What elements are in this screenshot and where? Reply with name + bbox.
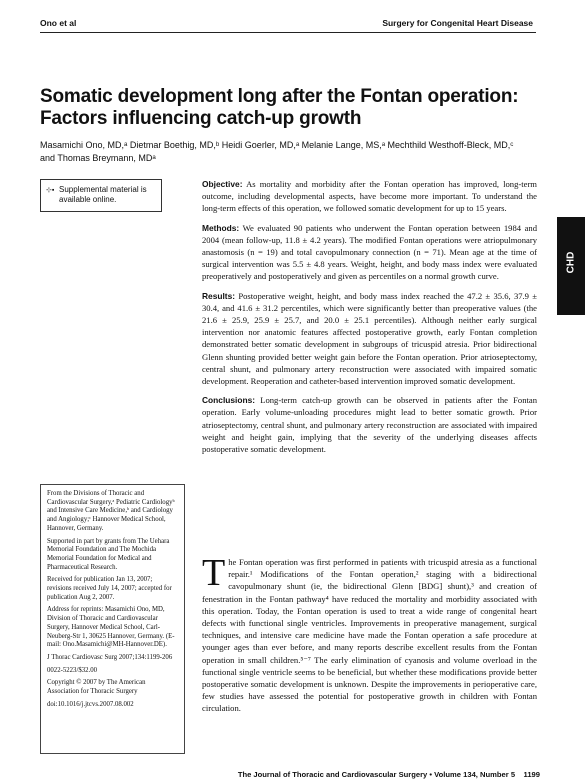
supplemental-text: Supplemental material is available online.: [59, 185, 147, 204]
title-line-2: Factors influencing catch-up growth: [40, 108, 362, 129]
supplemental-material-box[interactable]: [40, 179, 162, 212]
methods-text: We evaluated 90 patients who underwent the Fontan operation between 1984 and 2004 (mean follow-up, 11.8 ± 4.2 years). The modified Fontan operations were atriopulmonary anastomosis (n = 19) and total cavopulmonary connection (n = 71). Mean age at the time of surgical intervention was 5.5 ± 4.8 years. Weight, height, and body mass index were evaluated preoperatively and postoperatively and given as percentiles on a normal growth curve.: [202, 222, 537, 282]
funding-note: Supported in part by grants from The Uehara Memorial Foundation and The Mochida Memorial Foundation for Medical and Pharmaceutical Research.: [47, 537, 170, 571]
author-list: [40, 139, 540, 164]
body-text: [202, 552, 537, 715]
title-line-1: Somatic development long after the Fontan operation:: [40, 86, 519, 107]
web-supplement-icon: ⊹▪: [46, 187, 55, 194]
section-tab-label: CHD: [565, 251, 577, 274]
page-number: 1199: [523, 770, 540, 779]
drop-cap: T: [202, 552, 226, 594]
objective-label: Objective:: [202, 179, 243, 189]
conclusions-text: Long-term catch-up growth can be observed in patients after the Fontan operation. Early volume-unloading procedures might lead to better somatic growth. Prior atrioseptectomy, central shunt, and pulmonary artery reconstruction are associated with impaired weight and height gain, implying that the severity of the underlying diseases affects postoperative somatic development.: [202, 395, 537, 455]
abstract-results: [202, 290, 537, 388]
abstract-methods: [202, 222, 537, 283]
section-tab: [557, 217, 585, 315]
authors-line-1: Masamichi Ono, MD,ᵃ Dietmar Boethig, MD,ᵇ Heidi Goerler, MD,ᵃ Melanie Lange, MS,ᵃ Mechthild Westhoff-Bleck, MD,ᶜ: [40, 140, 514, 150]
methods-label: Methods:: [202, 222, 240, 233]
received-dates: Received for publication Jan 13, 2007; revisions received July 14, 2007; accepted for publication Aug 2, 2007.: [47, 576, 172, 601]
reprint-address: Address for reprints: Masamichi Ono, MD, Division of Thoracic and Cardiovascular Surgery, Hannover Medical School, Carl-Neuberg-Str 1, 30625 Hannover, Germany. (E-mail: Ono.Masamichi@MH-Hannover.DE).: [47, 606, 175, 649]
intro-paragraph: he Fontan operation was first performed in patients with tricuspid atresia as a functional repair.¹ Modifications of the Fontan operation,² staging with a bidirectional cavopulmonary shunt (ie, the bidirectional Glenn [BDG] shunt),³ and creation of fenestration in the Fontan pathway⁴ have reduced the mortality and morbidity associated with this operation. Today, the Fontan operation is used to treat a wide range of congenital heart defects with functional single ventricles. Improvements in preoperative management, surgical techniques, and intensive care medicine have made the Fontan operation a safe procedure at younger ages than ever before, and many reports describe excellent results from the Fontan operation in small children.⁵⁻⁷ The early elimination of cyanosis and volume overload in the functional single ventricle seems to be beneficial, but whether these modifications provide better postoperative somatic development is unknown. Despite the improvements in perioperative care, few studies have assessed the potential for postoperative growth in children with Fontan circulation.: [202, 557, 537, 714]
abstract: [202, 178, 537, 462]
affiliations-box: [40, 484, 185, 754]
objective-text: As mortality and morbidity after the Fontan operation has improved, long-term outcome, including developmental aspects, have become more important. To understand the long-term effects of this operation, we followed somatic development for up to 15 years.: [202, 179, 537, 214]
footer-journal: The Journal of Thoracic and Cardiovascular Surgery • Volume 134, Number 5: [237, 770, 516, 779]
issn: 0022-5223/$32.00: [47, 666, 98, 674]
abstract-conclusions: [202, 394, 537, 455]
affiliation-divisions: From the Divisions of Thoracic and Cardiovascular Surgery,ᵃ Pediatric Cardiologyᵇ and Intensive Care Medicine,ᵇ and Cardiology and Angiology;ᶜ Hannover Medical School, Hannover, Germany.: [47, 490, 175, 532]
header-rule: [40, 32, 536, 33]
article-title: [40, 86, 540, 130]
running-header-authors: Ono et al: [40, 18, 77, 28]
results-label: Results:: [202, 290, 236, 301]
results-text: Postoperative weight, height, and body mass index reached the 47.2 ± 35.6, 37.9 ± 30.4, and 41.6 ± 31.2 percentiles, which were significantly better than preoperative values (the 21.6 ± 25.9, 25.9 ± 25.7, and 20.0 ± 25.1 percentiles). Although neither early surgical intervention nor anatomic features affected postoperative growth, early Fontan completion demonstrated better somatic development in subgroups of tricuspid atresia. Prior bidirectional Glenn shunting provided better weight gain before the Fontan operation. Prior atrioseptectomy, central shunt, and pulmonary artery reconstruction were associated with impaired somatic development. Reoperation and catheter-based intervention improved somatic development.: [202, 290, 537, 387]
authors-line-2: and Thomas Breymann, MDᵃ: [40, 152, 156, 163]
abstract-objective: [202, 178, 537, 215]
running-header-section: Surgery for Congenital Heart Disease: [382, 18, 533, 28]
conclusions-label: Conclusions:: [202, 395, 256, 406]
journal-citation: J Thorac Cardiovasc Surg 2007;134:1199-206: [47, 653, 173, 661]
copyright-notice: Copyright © 2007 by The American Association for Thoracic Surgery: [47, 679, 146, 696]
doi: doi:10.1016/j.jtcvs.2007.08.002: [47, 700, 134, 708]
page-footer: [172, 770, 540, 779]
